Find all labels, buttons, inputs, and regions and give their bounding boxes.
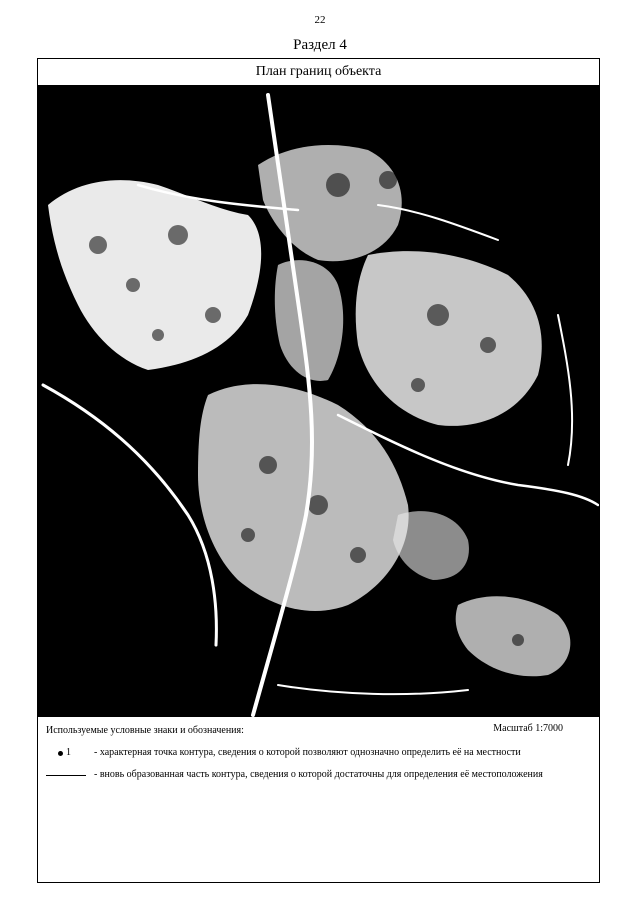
map-graphic bbox=[38, 85, 599, 717]
plan-frame bbox=[37, 58, 600, 883]
page-number: 22 bbox=[314, 14, 326, 26]
solid-line-icon bbox=[46, 775, 86, 776]
legend-point-symbol bbox=[46, 747, 86, 759]
legend-line-description: - вновь образованная часть контура, сведения о которой достаточны для определения её местоположения bbox=[94, 769, 543, 780]
plan-title: План границ объекта bbox=[38, 59, 599, 86]
legend-point-description: - характерная точка контура, сведения о которой позволяют однозначно определить её на местности bbox=[94, 747, 521, 758]
section-title: Раздел 4 bbox=[293, 37, 347, 53]
aerial-map-image bbox=[38, 85, 599, 717]
legend-heading: Используемые условные знаки и обозначения: bbox=[46, 725, 244, 736]
scale-label: Масштаб 1:7000 bbox=[493, 723, 563, 734]
point-marker-icon bbox=[58, 751, 63, 756]
point-number-label: 1 bbox=[66, 747, 71, 758]
legend-line-symbol bbox=[46, 769, 86, 781]
